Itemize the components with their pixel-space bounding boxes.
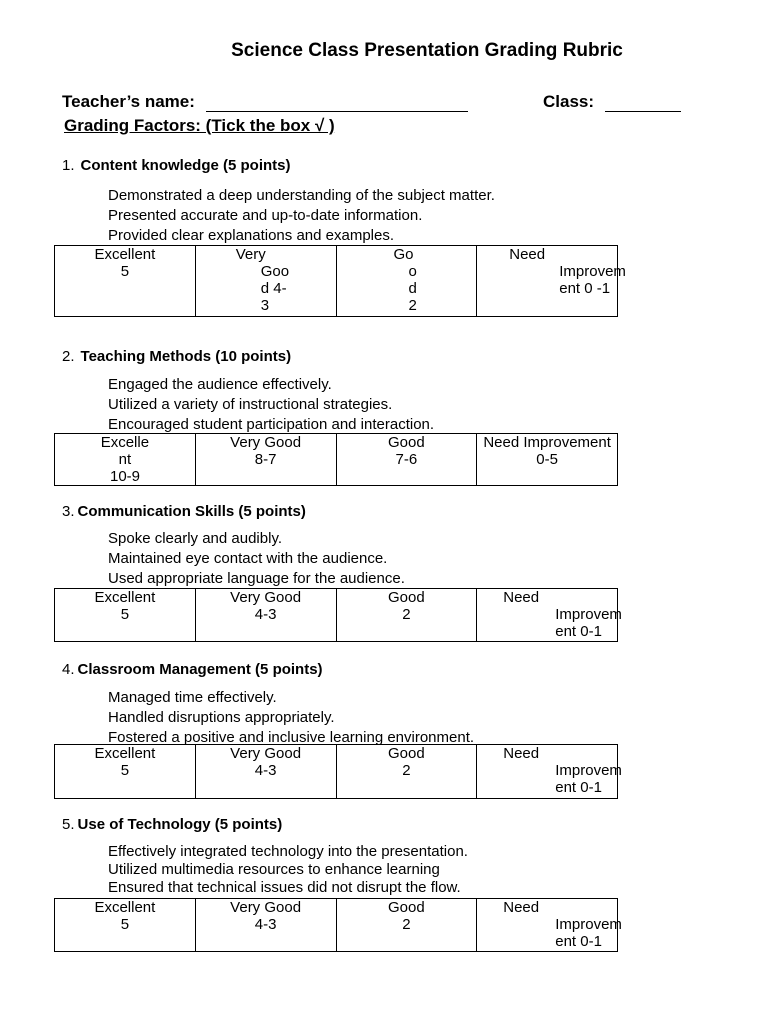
class-field[interactable] — [543, 92, 681, 112]
criterion: Spoke clearly and audibly. — [108, 530, 282, 547]
score-label: Good — [388, 589, 425, 606]
score-label: Need — [503, 589, 540, 606]
score-label: Need — [503, 745, 540, 762]
section-2-heading — [62, 348, 291, 365]
score-cell-very-good[interactable] — [195, 589, 336, 642]
grading-factors-heading: Grading Factors: (Tick the box √ ) — [64, 116, 335, 135]
score-label: Need Improvement — [483, 434, 611, 451]
section-number: 3. — [62, 503, 75, 520]
score-label: Very Good — [230, 745, 302, 762]
criterion: Ensured that technical issues did not disrupt the flow. — [108, 879, 461, 896]
score-label: Improvem — [559, 263, 626, 280]
score-label: o — [408, 263, 417, 280]
score-range: 3 — [260, 297, 270, 314]
section-number: 4. — [62, 661, 75, 678]
score-label: Excellent — [94, 899, 156, 916]
criterion: Fostered a positive and inclusive learning environment. — [108, 729, 475, 746]
section-1-criteria — [108, 186, 495, 246]
score-label: Excellent — [94, 246, 156, 263]
score-label: Need — [503, 899, 540, 916]
score-range: 2 — [408, 297, 417, 314]
score-label: Need — [509, 246, 546, 263]
score-cell-very-good[interactable] — [195, 745, 336, 799]
score-cell-excellent[interactable] — [55, 434, 196, 486]
score-range: 0-5 — [536, 451, 558, 468]
section-1-heading — [62, 157, 291, 174]
criterion: Maintained eye contact with the audience. — [108, 550, 388, 567]
section-5-heading — [62, 816, 282, 833]
section-number: 1. — [62, 157, 75, 174]
section-3-score-table — [54, 588, 622, 642]
score-label: Good — [388, 899, 425, 916]
score-range: 2 — [402, 762, 411, 779]
section-number: 5. — [62, 816, 75, 833]
section-2-score-table — [54, 433, 618, 486]
score-label: Excelle — [100, 434, 150, 451]
score-label: Good — [388, 745, 425, 762]
score-label: Improvem — [555, 606, 622, 623]
criterion: Presented accurate and up-to-date information. — [108, 207, 423, 224]
score-range: ent 0-1 — [555, 933, 602, 950]
score-label: Good — [388, 434, 425, 451]
score-cell-need-improvement[interactable] — [477, 589, 622, 642]
score-range: 5 — [120, 606, 130, 623]
criterion: Encouraged student participation and interaction. — [108, 416, 435, 433]
score-label: Excellent — [94, 745, 156, 762]
score-label: Go — [393, 246, 414, 263]
score-cell-need-improvement[interactable] — [477, 434, 618, 486]
section-1-score-table — [54, 245, 626, 317]
section-4-score-table — [54, 744, 622, 799]
score-label: Very Good — [230, 434, 302, 451]
score-cell-good[interactable] — [336, 899, 477, 952]
class-blank[interactable] — [605, 111, 681, 112]
score-range: 8-7 — [254, 451, 277, 468]
score-cell-good[interactable] — [336, 246, 477, 317]
score-range: 4-3 — [254, 916, 277, 933]
section-3-heading — [62, 503, 306, 520]
score-range: d 4- — [260, 280, 287, 297]
score-cell-need-improvement[interactable] — [477, 246, 626, 317]
teacher-name-label: Teacher’s name: — [62, 92, 195, 111]
section-4-heading — [62, 661, 323, 678]
score-range: 10-9 — [110, 468, 141, 485]
criterion: Utilized a variety of instructional strategies. — [108, 396, 393, 413]
criterion: Utilized multimedia resources to enhance learning — [108, 861, 440, 878]
score-label: d — [408, 280, 417, 297]
score-label: Very Good — [230, 589, 302, 606]
section-number: 2. — [62, 348, 75, 365]
score-cell-excellent[interactable] — [55, 745, 196, 799]
section-title: Content knowledge (5 points) — [80, 157, 291, 174]
score-cell-need-improvement[interactable] — [477, 899, 622, 952]
score-range: ent 0-1 — [555, 623, 602, 640]
score-cell-excellent[interactable] — [55, 589, 196, 642]
score-range: 2 — [402, 606, 411, 623]
score-range: 5 — [120, 762, 130, 779]
section-2-criteria — [108, 375, 434, 435]
teacher-name-field[interactable] — [62, 92, 468, 112]
criterion: Effectively integrated technology into the presentation. — [108, 843, 468, 860]
criterion: Handled disruptions appropriately. — [108, 709, 335, 726]
score-label: Improvem — [555, 762, 622, 779]
section-3-criteria — [108, 529, 405, 589]
criterion: Engaged the audience effectively. — [108, 376, 332, 393]
score-range: 2 — [402, 916, 411, 933]
criterion: Demonstrated a deep understanding of the subject matter. — [108, 187, 495, 204]
section-5-criteria — [108, 843, 468, 897]
section-5-score-table — [54, 898, 622, 952]
teacher-name-blank[interactable] — [206, 111, 468, 112]
score-cell-need-improvement[interactable] — [477, 745, 622, 799]
section-title: Teaching Methods (10 points) — [80, 348, 292, 365]
score-range: 4-3 — [254, 606, 277, 623]
score-label: Excellent — [94, 589, 156, 606]
section-title: Classroom Management (5 points) — [77, 661, 323, 678]
score-cell-very-good[interactable] — [195, 899, 336, 952]
score-range: ent 0 -1 — [559, 280, 611, 297]
criterion: Managed time effectively. — [108, 689, 277, 706]
page-title: Science Class Presentation Grading Rubric — [231, 40, 623, 61]
score-label: Very Good — [230, 899, 302, 916]
score-cell-good[interactable] — [336, 434, 477, 486]
criterion: Used appropriate language for the audience. — [108, 570, 405, 587]
score-cell-excellent[interactable] — [55, 246, 196, 317]
score-cell-excellent[interactable] — [55, 899, 196, 952]
score-cell-good[interactable] — [336, 745, 477, 799]
score-label: Goo — [260, 263, 290, 280]
criterion: Provided clear explanations and examples. — [108, 227, 395, 244]
section-title: Use of Technology (5 points) — [77, 816, 283, 833]
score-cell-very-good[interactable] — [195, 246, 336, 317]
score-range: 7-6 — [395, 451, 418, 468]
score-cell-very-good[interactable] — [195, 434, 336, 486]
class-label: Class: — [543, 92, 595, 111]
score-label: Very — [235, 246, 266, 263]
score-range: 5 — [120, 916, 130, 933]
score-label: nt — [118, 451, 132, 468]
score-range: ent 0-1 — [555, 779, 602, 796]
score-range: 4-3 — [254, 762, 277, 779]
score-range: 5 — [120, 263, 130, 280]
section-4-criteria — [108, 688, 474, 748]
score-cell-good[interactable] — [336, 589, 477, 642]
section-title: Communication Skills (5 points) — [77, 503, 306, 520]
score-label: Improvem — [555, 916, 622, 933]
